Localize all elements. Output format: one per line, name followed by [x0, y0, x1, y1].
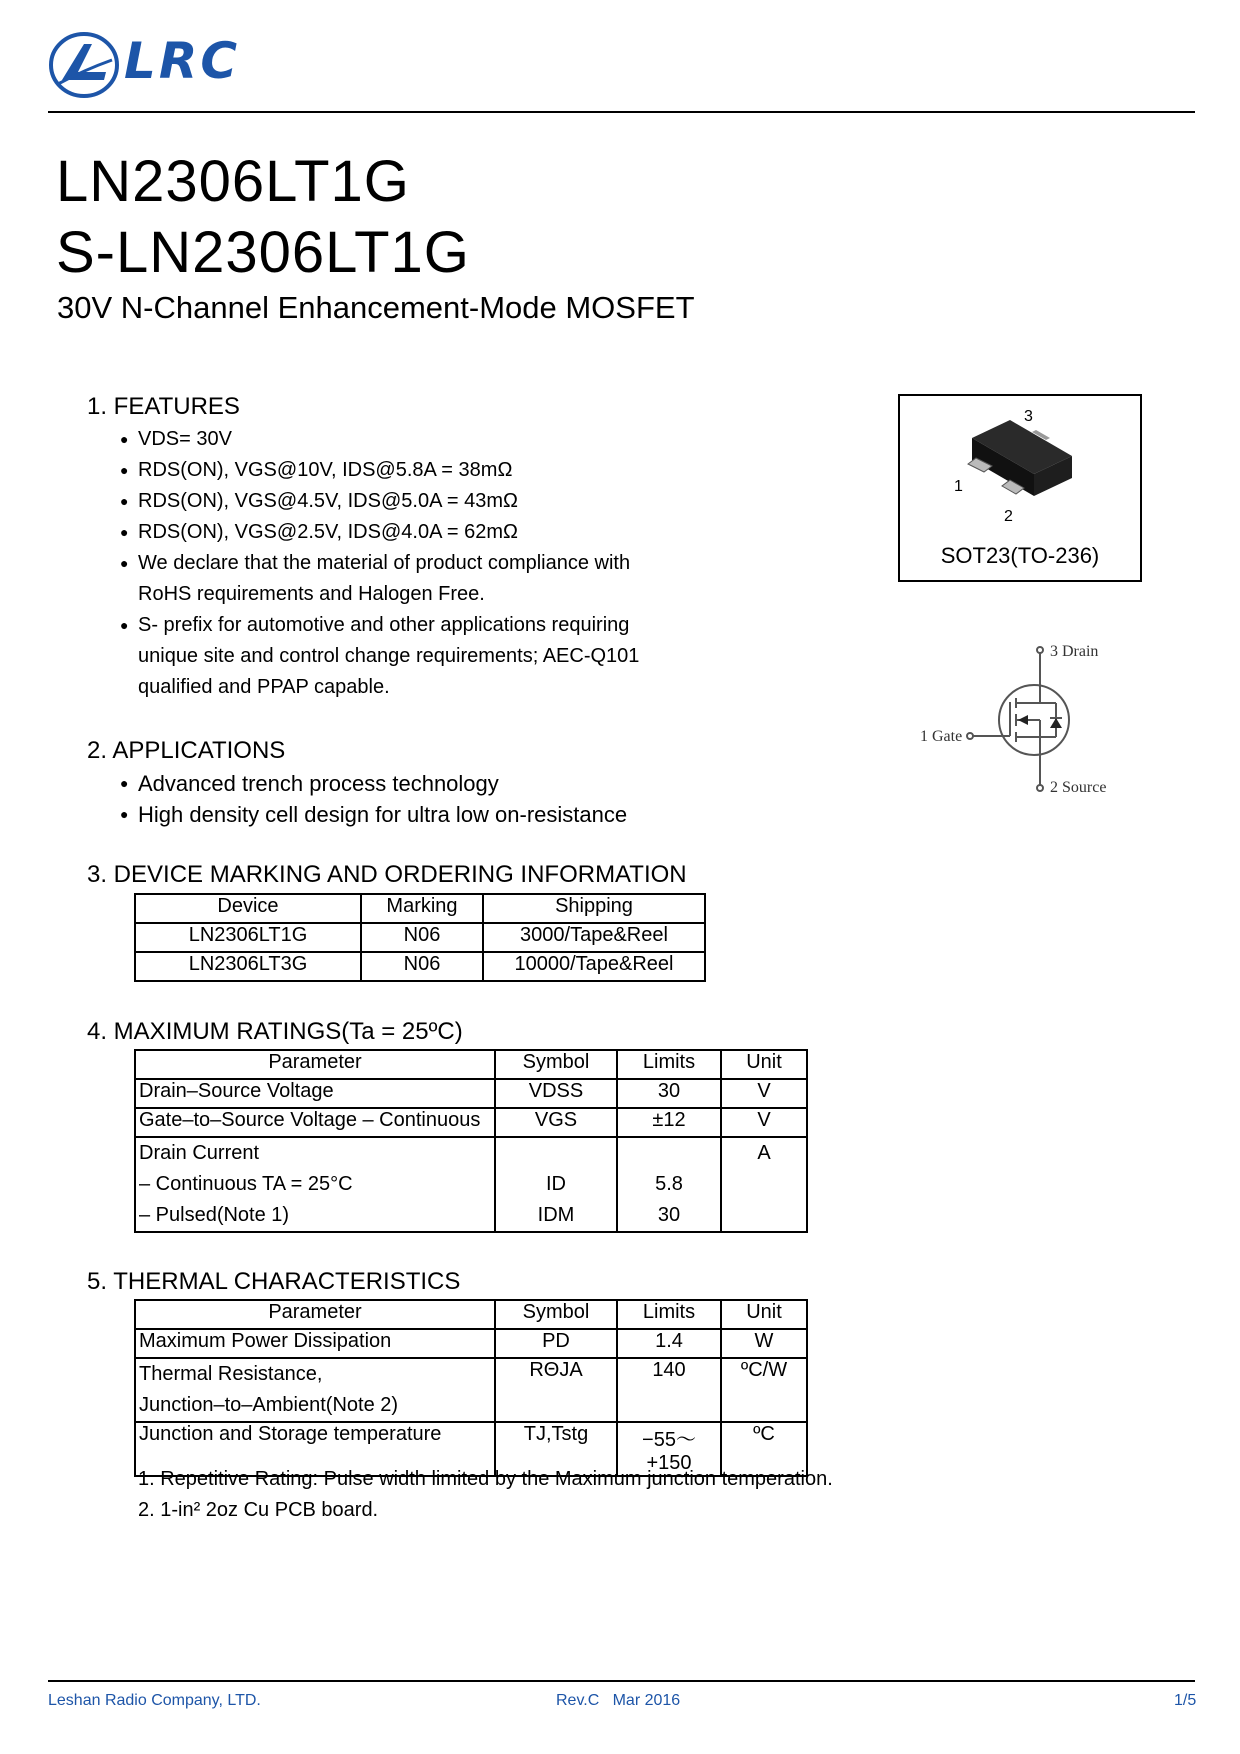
list-item: ● We declare that the material of product compliance with RoHS requirements and Halogen Free. — [120, 548, 680, 610]
thermal-table — [134, 1299, 808, 1477]
part-number-title-alt: S-LN2306LT1G — [56, 220, 470, 285]
thermal-heading: 5. THERMAL CHARACTERISTICS — [87, 1268, 461, 1295]
list-item: ● S- prefix for automotive and other applications requiring unique site and control change requirements; AEC-Q101 qualified and PPAP capable. — [120, 610, 680, 703]
column-header: Unit — [721, 1050, 807, 1079]
product-subtitle: 30V N-Channel Enhancement-Mode MOSFET — [57, 290, 695, 325]
list-item: ● Advanced trench process technology — [120, 768, 760, 799]
table-header-row — [135, 1300, 807, 1329]
table-cell: RΘJA — [495, 1358, 617, 1422]
table-cell: Junction and Storage temperature — [135, 1422, 495, 1476]
list-item: ● RDS(ON), VGS@2.5V, IDS@4.0A = 62mΩ — [120, 517, 680, 548]
table-cell: 3000/Tape&Reel — [483, 923, 705, 952]
cell-line: A — [757, 1142, 771, 1164]
cell-line: Junction–to–Ambient(Note 2) — [139, 1394, 399, 1416]
cell-line: ID — [546, 1173, 566, 1195]
table-cell: N06 — [361, 952, 483, 981]
applications-heading: 2. APPLICATIONS — [87, 737, 286, 764]
footer-company: Leshan Radio Company, LTD. — [48, 1692, 261, 1709]
sot23-package-icon — [900, 396, 1140, 536]
table-cell — [495, 1137, 617, 1232]
list-item: ● RDS(ON), VGS@4.5V, IDS@5.0A = 43mΩ — [120, 486, 680, 517]
column-header: Parameter — [135, 1050, 495, 1079]
table-row — [135, 952, 705, 981]
cell-line: – Pulsed(Note 1) — [139, 1204, 290, 1226]
table-cell: Gate–to–Source Voltage – Continuous — [135, 1108, 495, 1137]
table-cell: LN2306LT3G — [135, 952, 361, 981]
table-cell: TJ,Tstg — [495, 1422, 617, 1476]
table-cell — [135, 1137, 495, 1232]
table-cell: V — [721, 1108, 807, 1137]
features-heading: 1. FEATURES — [87, 393, 240, 420]
column-header: Limits — [617, 1300, 721, 1329]
table-row — [135, 923, 705, 952]
table-row — [135, 1329, 807, 1358]
cell-line: 5.8 — [655, 1173, 683, 1195]
features-list — [120, 424, 680, 703]
table-cell: 30 — [617, 1079, 721, 1108]
column-header: Marking — [361, 894, 483, 923]
list-item: ● RDS(ON), VGS@10V, IDS@5.8A = 38mΩ — [120, 455, 680, 486]
table-header-row — [135, 1050, 807, 1079]
footer-rule — [48, 1680, 1195, 1682]
table-cell: ±12 — [617, 1108, 721, 1137]
note-item: 1. Repetitive Rating: Pulse width limited by the Maximum junction temperation. — [138, 1468, 833, 1490]
table-cell: V — [721, 1079, 807, 1108]
company-logo — [48, 30, 248, 100]
cell-line: Thermal Resistance, — [139, 1363, 323, 1385]
applications-list — [120, 768, 760, 830]
table-header-row — [135, 894, 705, 923]
pin-2-label: 2 — [1004, 508, 1013, 525]
table-row — [135, 1108, 807, 1137]
table-cell: Drain–Source Voltage — [135, 1079, 495, 1108]
cell-line: IDM — [537, 1204, 575, 1226]
table-cell: N06 — [361, 923, 483, 952]
column-header: Unit — [721, 1300, 807, 1329]
table-cell — [721, 1137, 807, 1232]
table-row — [135, 1079, 807, 1108]
list-item: ● VDS= 30V — [120, 424, 680, 455]
note-item: 2. 1-in² 2oz Cu PCB board. — [138, 1499, 379, 1521]
table-cell — [135, 1358, 495, 1422]
table-row — [135, 1358, 807, 1422]
table-cell — [617, 1137, 721, 1232]
column-header: Parameter — [135, 1300, 495, 1329]
notes — [138, 1464, 833, 1526]
gate-label: 1 Gate — [920, 728, 963, 745]
pin-3-label: 3 — [1024, 408, 1033, 425]
cell-line: – Continuous TA = 25°C — [139, 1173, 353, 1195]
drain-label: 3 Drain — [1050, 643, 1099, 660]
column-header: Limits — [617, 1050, 721, 1079]
package-outline-box — [898, 394, 1142, 582]
ordering-table — [134, 893, 706, 982]
table-cell: 1.4 — [617, 1329, 721, 1358]
footer-revision: Rev.C Mar 2016 — [556, 1692, 681, 1709]
cell-line: Drain Current — [139, 1142, 260, 1164]
table-cell: 140 — [617, 1358, 721, 1422]
table-cell: PD — [495, 1329, 617, 1358]
source-label: 2 Source — [1050, 779, 1107, 796]
column-header: Device — [135, 894, 361, 923]
column-header: Symbol — [495, 1300, 617, 1329]
table-cell: −55～+150 — [617, 1422, 721, 1476]
footer-page-number: 1/5 — [1174, 1692, 1197, 1709]
part-number-title: LN2306LT1G — [56, 149, 410, 214]
table-cell: W — [721, 1329, 807, 1358]
column-header: Shipping — [483, 894, 705, 923]
table-cell: VGS — [495, 1108, 617, 1137]
logo-text: LRC — [124, 32, 241, 90]
ordering-heading: 3. DEVICE MARKING AND ORDERING INFORMATION — [87, 861, 687, 888]
table-cell: ºC — [721, 1422, 807, 1476]
cell-line: 30 — [657, 1204, 681, 1226]
table-cell: Maximum Power Dissipation — [135, 1329, 495, 1358]
max-ratings-heading: 4. MAXIMUM RATINGS(Ta = 25ºC) — [87, 1018, 463, 1045]
column-header: Symbol — [495, 1050, 617, 1079]
table-row — [135, 1137, 807, 1232]
table-cell: VDSS — [495, 1079, 617, 1108]
header-rule — [48, 111, 1195, 113]
lrc-logo-icon — [48, 30, 120, 100]
max-ratings-table — [134, 1049, 808, 1233]
list-item: ● High density cell design for ultra low on-resistance — [120, 799, 760, 830]
pin-1-label: 1 — [954, 478, 963, 495]
table-cell: LN2306LT1G — [135, 923, 361, 952]
table-cell: 10000/Tape&Reel — [483, 952, 705, 981]
table-cell: ºC/W — [721, 1358, 807, 1422]
mosfet-symbol-diagram — [910, 640, 1170, 800]
package-name: SOT23(TO-236) — [940, 543, 1100, 568]
